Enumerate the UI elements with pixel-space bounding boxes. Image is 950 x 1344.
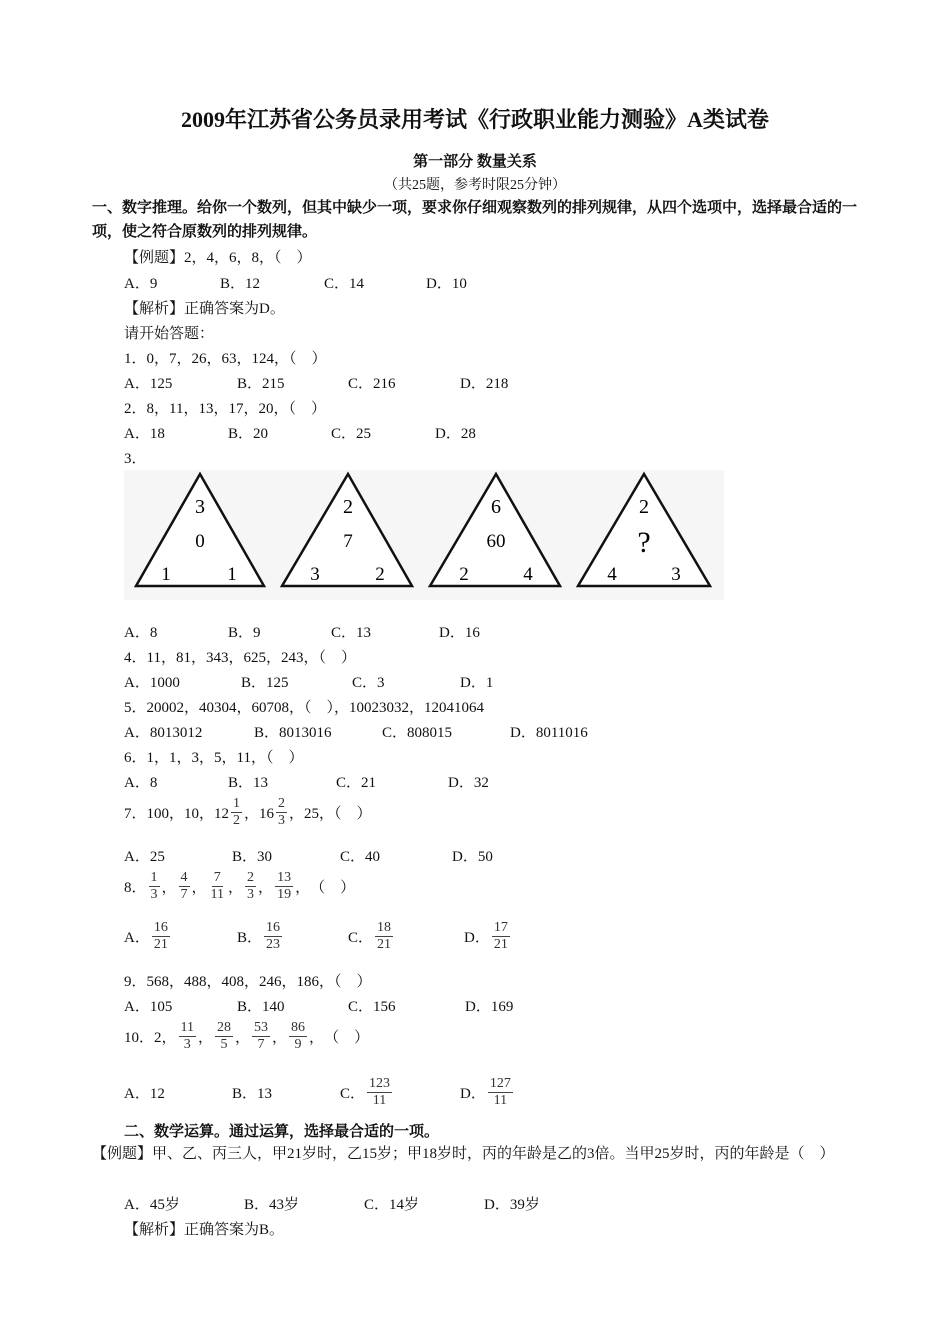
fraction <box>276 796 287 829</box>
page-title: 2009年江苏省公务员录用考试《行政职业能力测验》A类试卷 <box>181 107 769 132</box>
fraction <box>179 1020 196 1053</box>
fraction <box>245 870 256 903</box>
option: D．1 <box>460 675 494 691</box>
triangle-2-center: 7 <box>343 531 353 552</box>
question-2: 2．8，11，13，17，20，（ ） <box>124 401 326 417</box>
option: C．3 <box>352 675 385 691</box>
example-question: 【例题】2，4，6，8，（ ） <box>124 250 312 266</box>
question-6: 6．1，1，3，5，11，（ ） <box>124 750 304 766</box>
option <box>237 920 284 953</box>
fraction <box>179 870 190 903</box>
option: C．25 <box>331 426 372 442</box>
denominator: 21 <box>377 937 392 952</box>
triangles-svg <box>124 470 724 600</box>
option: B．9 <box>228 625 261 641</box>
question-4: 4．11，81，343，625，243，（ ） <box>124 650 356 666</box>
fraction <box>209 870 226 903</box>
option: B．20 <box>228 426 269 442</box>
denominator: 19 <box>277 887 292 902</box>
option: B．30 <box>232 849 273 865</box>
fraction <box>264 920 282 953</box>
denominator: 7 <box>180 887 188 902</box>
option: D．32 <box>448 775 489 791</box>
triangle-1-center: 0 <box>195 531 205 552</box>
denominator: 9 <box>294 1037 302 1052</box>
denominator: 2 <box>233 813 241 828</box>
denominator: 21 <box>493 937 508 952</box>
numerator: 28 <box>217 1020 232 1035</box>
numerator: 86 <box>291 1020 306 1035</box>
triangle-3-top: 6 <box>491 496 501 518</box>
denominator: 3 <box>247 887 255 902</box>
triangle-1-right: 1 <box>227 564 237 585</box>
option <box>124 1070 165 1114</box>
option: D．16 <box>439 625 480 641</box>
question-3: 3． <box>124 451 147 467</box>
option: A．9 <box>124 276 158 292</box>
fraction <box>375 920 393 953</box>
question-10-lead: 10．2， <box>124 1030 177 1046</box>
part-heading: 第一部分 数量关系 <box>413 154 537 170</box>
numerator: 13 <box>277 870 292 885</box>
question-1: 1．0，7，26，63，124，（ ） <box>124 351 327 367</box>
option: C．40 <box>340 849 381 865</box>
question-8-options <box>0 920 950 964</box>
option: B．215 <box>237 376 285 392</box>
question-10: 10．2， $\frac{11}{3}$ ， $\frac{28}{5}$ ， $\frac{53}{7}$ ， $\frac{86}{9}$ ， （ ） <box>124 1020 370 1052</box>
section2-example: 【例题】甲、乙、丙三人，甲21岁时，乙15岁；甲18岁时，丙的年龄是乙的3倍。当甲25岁时，丙的年龄是（ ） <box>92 1146 835 1162</box>
option: B．140 <box>237 999 285 1015</box>
numerator: 16 <box>153 920 168 935</box>
numerator: 127 <box>489 1075 511 1091</box>
numerator: 1 <box>150 870 158 885</box>
numerator: 11 <box>180 1020 194 1035</box>
numerator: 2 <box>278 796 286 811</box>
option: A．105 <box>124 999 173 1015</box>
option: C．216 <box>348 376 396 392</box>
fraction <box>215 1020 233 1053</box>
denominator: 7 <box>257 1037 265 1052</box>
option: B．13 <box>228 775 269 791</box>
option <box>232 1070 272 1114</box>
triangle-1-top: 3 <box>195 496 205 518</box>
option <box>460 1070 515 1114</box>
numerator: 1 <box>233 796 241 811</box>
triangle-4-top: 2 <box>639 496 649 518</box>
triangle-4-left: 4 <box>607 564 617 585</box>
option: C．14 <box>324 276 365 292</box>
triangle-4-center: ? <box>637 526 651 559</box>
numerator: 4 <box>180 870 188 885</box>
option: D．39岁 <box>484 1197 540 1213</box>
option <box>124 920 172 953</box>
fraction <box>488 1076 513 1109</box>
option-letter: A．12 <box>124 1085 165 1102</box>
fraction <box>367 1076 392 1109</box>
denominator: 3 <box>183 1037 191 1052</box>
option: C．808015 <box>382 725 453 741</box>
option-letter: B．13 <box>232 1085 273 1102</box>
option: D．50 <box>452 849 493 865</box>
question-8-tail: （ ） <box>310 880 356 896</box>
part-note: （共25题，参考时限25分钟） <box>384 178 566 193</box>
option: C．156 <box>348 999 396 1015</box>
section2-heading: 二、数学运算。通过运算，选择最合适的一项。 <box>124 1124 440 1140</box>
triangle-2-left: 3 <box>310 564 320 585</box>
denominator: 3 <box>150 887 158 902</box>
denominator: 11 <box>210 887 225 902</box>
fraction <box>492 920 510 953</box>
question-8: 8． $\frac{1}{3}$ ， $\frac{4}{7}$ ， $\frac{7}{11}$ ， $\frac{2}{3}$ ， $\frac{13}{19}$ ， （ ） <box>124 870 356 902</box>
option: A．8013012 <box>124 725 203 741</box>
option: D．218 <box>460 376 509 392</box>
triangle-4-right: 3 <box>671 564 681 585</box>
option-letter: D． <box>464 930 490 946</box>
numerator: 7 <box>213 870 221 885</box>
numerator: 2 <box>247 870 255 885</box>
option-letter: C． <box>348 930 374 946</box>
triangle-2-top: 2 <box>343 496 353 518</box>
numerator: 18 <box>377 920 392 935</box>
option: A．1000 <box>124 675 180 691</box>
option <box>464 920 512 953</box>
triangle-2-right: 2 <box>375 564 385 585</box>
question-7-lead: 7．100，10，12 <box>124 806 230 822</box>
section1-heading: 一、数字推理。给你一个数列，但其中缺少一项，要求你仔细观察数列的排列规律，从四个选项中，选择最合适的一项，使之符合原数列的排列规律。 <box>92 200 858 240</box>
triangle-3-left: 2 <box>459 564 469 585</box>
fraction <box>149 870 160 903</box>
triangle-3-center: 60 <box>486 531 506 552</box>
option: D．28 <box>435 426 476 442</box>
option: B．8013016 <box>254 725 332 741</box>
option-letter: A． <box>124 930 150 946</box>
fraction <box>231 796 242 829</box>
option: D．169 <box>465 999 514 1015</box>
denominator: 21 <box>153 937 168 952</box>
question-8-lead: 8． <box>124 880 147 896</box>
denominator: 11 <box>493 1092 508 1108</box>
denominator: 3 <box>278 813 286 828</box>
question-7-mid: ，16 <box>244 806 275 822</box>
option: A．25 <box>124 849 165 865</box>
section2-analysis: 【解析】正确答案为B。 <box>124 1222 285 1238</box>
fraction <box>289 1020 307 1053</box>
question-10-options <box>0 1070 950 1114</box>
denominator: 11 <box>372 1092 387 1108</box>
option: B．43岁 <box>244 1197 300 1213</box>
triangle-1-left: 1 <box>161 564 171 585</box>
numerator: 123 <box>369 1075 391 1091</box>
option <box>340 1070 394 1114</box>
option: A．8 <box>124 775 158 791</box>
denominator: 23 <box>266 937 281 952</box>
option: C．14岁 <box>364 1197 420 1213</box>
option: D．8011016 <box>510 725 588 741</box>
option: A．18 <box>124 426 165 442</box>
option-letter: B． <box>237 930 263 946</box>
triangle-3-right: 4 <box>523 564 533 585</box>
option: B．12 <box>220 276 261 292</box>
option: A．45岁 <box>124 1197 180 1213</box>
question-5: 5．20002，40304，60708，（ ），10023032，12041064 <box>124 700 485 716</box>
denominator: 5 <box>220 1037 228 1052</box>
fraction <box>152 920 170 953</box>
option: A．8 <box>124 625 158 641</box>
example-analysis: 【解析】正确答案为D。 <box>124 301 285 317</box>
numerator: 53 <box>254 1020 269 1035</box>
numerator: 16 <box>266 920 281 935</box>
question-10-tail: （ ） <box>324 1030 370 1046</box>
fraction <box>252 1020 270 1053</box>
option: C．13 <box>331 625 372 641</box>
question-7-tail: ，25，（ ） <box>289 806 372 822</box>
option: C．21 <box>336 775 377 791</box>
fraction <box>275 870 293 903</box>
numerator: 17 <box>493 920 508 935</box>
option <box>348 920 395 953</box>
option-letter: C． <box>340 1085 366 1102</box>
question-7 <box>124 796 372 829</box>
option: B．125 <box>241 675 289 691</box>
triangle-figure <box>124 470 724 600</box>
question-9: 9．568，488，408，246，186，（ ） <box>124 974 372 990</box>
start-prompt: 请开始答题： <box>124 326 215 342</box>
option: A．125 <box>124 376 173 392</box>
option-letter: D． <box>460 1085 486 1102</box>
option: D．10 <box>426 276 467 292</box>
